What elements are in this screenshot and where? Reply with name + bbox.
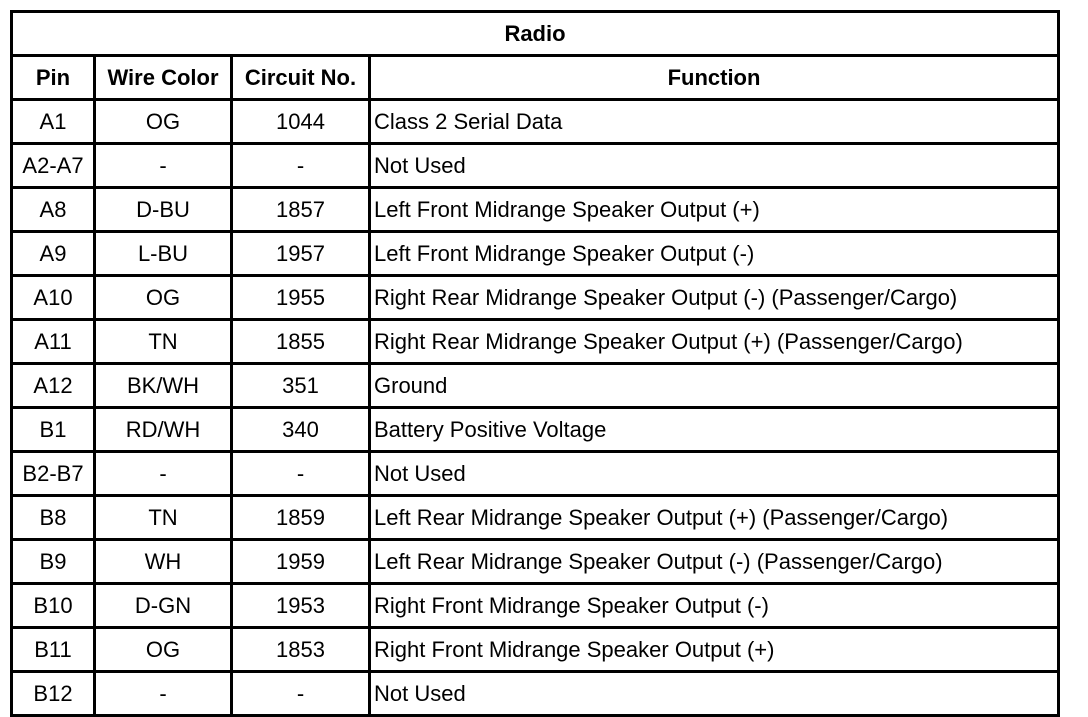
circuit-cell: 1957: [232, 232, 370, 276]
pin-cell: A11: [12, 320, 95, 364]
wire-color-cell: OG: [95, 628, 232, 672]
wire-color-cell: WH: [95, 540, 232, 584]
header-function: Function: [370, 56, 1059, 100]
circuit-cell: 1955: [232, 276, 370, 320]
header-pin: Pin: [12, 56, 95, 100]
pin-cell: A12: [12, 364, 95, 408]
table-title: Radio: [12, 12, 1059, 56]
circuit-cell: 1855: [232, 320, 370, 364]
table-row: [12, 540, 1059, 584]
table-row: [12, 672, 1059, 716]
circuit-cell: -: [232, 144, 370, 188]
table-row: [12, 144, 1059, 188]
table-row: [12, 188, 1059, 232]
pin-cell: B1: [12, 408, 95, 452]
circuit-cell: -: [232, 672, 370, 716]
table-row: [12, 100, 1059, 144]
table-row: [12, 320, 1059, 364]
pin-cell: B9: [12, 540, 95, 584]
function-cell: Not Used: [370, 452, 1059, 496]
radio-connector-pinout-table: [10, 10, 1060, 717]
wire-color-cell: -: [95, 672, 232, 716]
function-cell: Left Front Midrange Speaker Output (-): [370, 232, 1059, 276]
wire-color-cell: -: [95, 144, 232, 188]
function-cell: Class 2 Serial Data: [370, 100, 1059, 144]
wire-color-cell: BK/WH: [95, 364, 232, 408]
function-cell: Left Rear Midrange Speaker Output (-) (Passenger/Cargo): [370, 540, 1059, 584]
function-cell: Right Front Midrange Speaker Output (+): [370, 628, 1059, 672]
header-wire-color: Wire Color: [95, 56, 232, 100]
wire-color-cell: OG: [95, 100, 232, 144]
circuit-cell: 1857: [232, 188, 370, 232]
table-row: [12, 408, 1059, 452]
function-cell: Not Used: [370, 144, 1059, 188]
pin-cell: B10: [12, 584, 95, 628]
circuit-cell: 1853: [232, 628, 370, 672]
function-cell: Right Rear Midrange Speaker Output (+) (Passenger/Cargo): [370, 320, 1059, 364]
circuit-cell: 1859: [232, 496, 370, 540]
circuit-cell: 1953: [232, 584, 370, 628]
table-row: [12, 496, 1059, 540]
function-cell: Right Rear Midrange Speaker Output (-) (Passenger/Cargo): [370, 276, 1059, 320]
wire-color-cell: OG: [95, 276, 232, 320]
table-header-row: [12, 56, 1059, 100]
pin-cell: A8: [12, 188, 95, 232]
pin-cell: A9: [12, 232, 95, 276]
pin-cell: B12: [12, 672, 95, 716]
pin-cell: A10: [12, 276, 95, 320]
wire-color-cell: TN: [95, 320, 232, 364]
function-cell: Left Rear Midrange Speaker Output (+) (Passenger/Cargo): [370, 496, 1059, 540]
circuit-cell: -: [232, 452, 370, 496]
function-cell: Battery Positive Voltage: [370, 408, 1059, 452]
circuit-cell: 340: [232, 408, 370, 452]
circuit-cell: 1044: [232, 100, 370, 144]
table-row: [12, 276, 1059, 320]
table-row: [12, 584, 1059, 628]
table-row: [12, 628, 1059, 672]
function-cell: Not Used: [370, 672, 1059, 716]
wire-color-cell: D-GN: [95, 584, 232, 628]
circuit-cell: 1959: [232, 540, 370, 584]
wire-color-cell: TN: [95, 496, 232, 540]
table-row: [12, 452, 1059, 496]
table-row: [12, 232, 1059, 276]
pin-cell: B11: [12, 628, 95, 672]
circuit-cell: 351: [232, 364, 370, 408]
function-cell: Ground: [370, 364, 1059, 408]
pin-cell: A2-A7: [12, 144, 95, 188]
function-cell: Right Front Midrange Speaker Output (-): [370, 584, 1059, 628]
header-circuit-no: Circuit No.: [232, 56, 370, 100]
wire-color-cell: RD/WH: [95, 408, 232, 452]
wire-color-cell: L-BU: [95, 232, 232, 276]
pin-cell: A1: [12, 100, 95, 144]
wire-color-cell: D-BU: [95, 188, 232, 232]
pin-cell: B2-B7: [12, 452, 95, 496]
table-title-row: [12, 12, 1059, 56]
function-cell: Left Front Midrange Speaker Output (+): [370, 188, 1059, 232]
table-row: [12, 364, 1059, 408]
pin-cell: B8: [12, 496, 95, 540]
wire-color-cell: -: [95, 452, 232, 496]
